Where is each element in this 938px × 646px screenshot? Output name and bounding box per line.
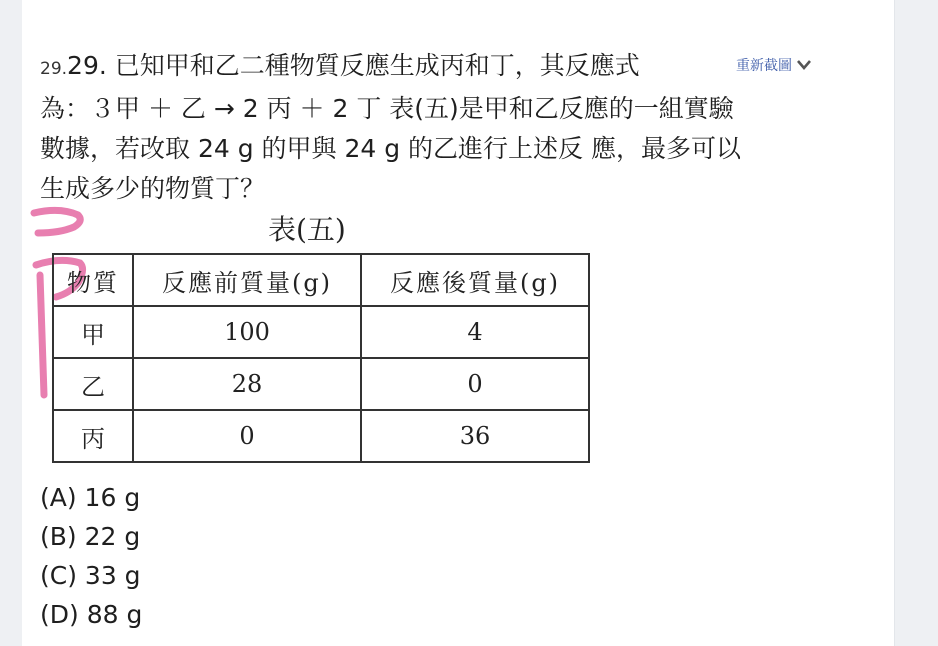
option-d[interactable]: (D) 88 g	[40, 600, 143, 629]
option-a[interactable]: (A) 16 g	[40, 483, 141, 512]
recrop-button[interactable]	[736, 55, 812, 75]
header-mass-before: 反應前質量(g)	[133, 254, 361, 306]
header-substance: 物質	[53, 254, 133, 306]
question-line-2: 為：３甲 ＋ 乙 → 2 丙 ＋ 2 丁 表(五)是甲和乙反應的一組實驗	[40, 94, 734, 123]
header-mass-after: 反應後質量(g)	[361, 254, 589, 306]
table-title: 表(五)	[268, 213, 346, 246]
cell-mass-after: 36	[361, 410, 589, 462]
cell-mass-after: 0	[361, 358, 589, 410]
table-header-row	[53, 254, 589, 306]
cell-substance: 甲	[53, 306, 133, 358]
question-line-1-text: 29. 已知甲和乙二種物質反應生成丙和丁，其反應式	[67, 51, 640, 80]
option-c[interactable]: (C) 33 g	[40, 561, 141, 590]
answer-options	[40, 478, 142, 634]
left-gutter	[0, 0, 22, 646]
option-b[interactable]: (B) 22 g	[40, 522, 141, 551]
recrop-label: 重新截圖	[736, 58, 792, 74]
cell-substance: 丙	[53, 410, 133, 462]
table-row	[53, 410, 589, 462]
right-panel	[894, 0, 938, 646]
cell-mass-after: 4	[361, 306, 589, 358]
question-line-4: 生成多少的物質丁？	[40, 174, 266, 203]
question-line-3: 數據，若改取 24 g 的甲與 24 g 的乙進行上述反 應，最多可以	[40, 134, 741, 163]
cell-mass-before: 100	[133, 306, 361, 358]
cell-substance: 乙	[53, 358, 133, 410]
table-row	[53, 358, 589, 410]
data-table	[52, 253, 590, 463]
cell-mass-before: 0	[133, 410, 361, 462]
question-text	[40, 46, 760, 209]
question-line-1	[40, 46, 760, 89]
chevron-down-icon	[796, 59, 812, 71]
cell-mass-before: 28	[133, 358, 361, 410]
table-row	[53, 306, 589, 358]
question-number-prefix: 29.	[40, 59, 68, 79]
